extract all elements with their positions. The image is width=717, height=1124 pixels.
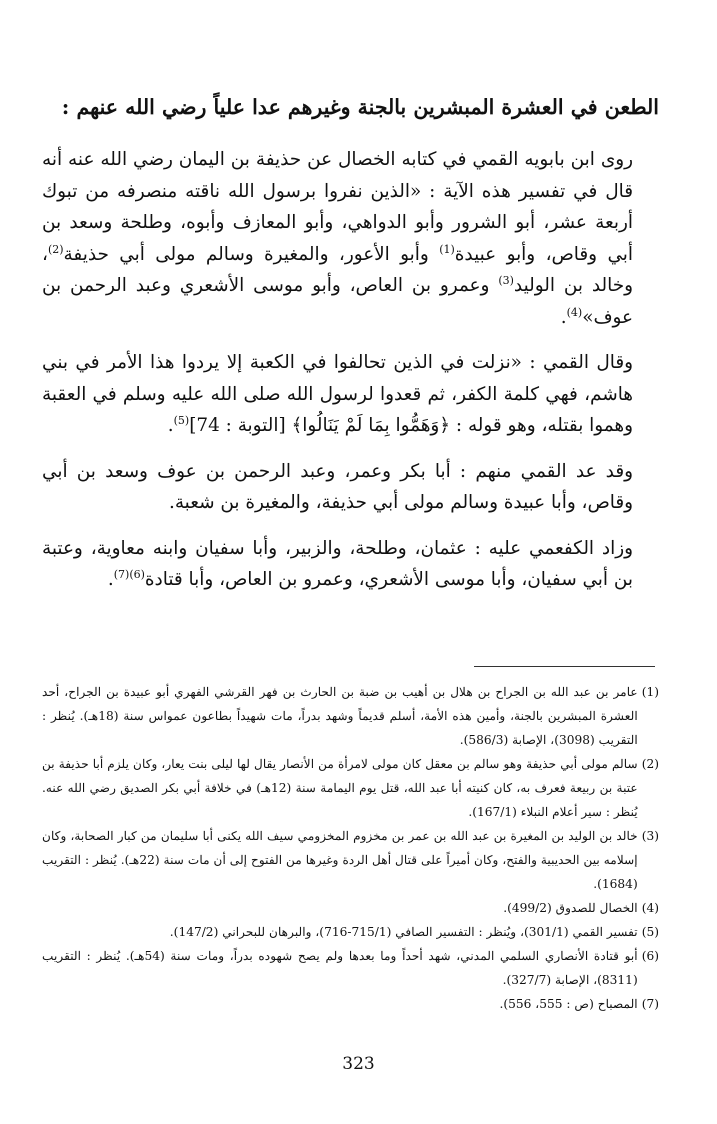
footnote-text: خالد بن الوليد بن المغيرة بن عبد الله بن عمر بن مخزوم المخزومي سيف الله يكنى أبا سليمان من كبار الصحابة، وكان إسلامه بين الحديبية والفتح، وكان أميراً على قتال أهل الردة وغيرها من الفتوح إلى أن مات سنة (22هـ). يُنظر : التقريب (1684). <box>42 829 638 891</box>
paragraph-text: روى ابن بابويه القمي في كتابه الخصال عن حذيفة بن اليمان رضي الله عنه أنه قال في تفسير هذه الآية : «الذين نفروا برسول الله ناقته منصرفه من تبوك أربعة عشر، أبو الشرور وأبو الدواهي، وأبو المعازف وأبوه، وطلحة وسعد بن أبي وقاص، وأبو عبيدة <box>42 149 633 265</box>
paragraph-text: . <box>107 569 114 590</box>
footnote-ref-5[interactable]: (5) <box>173 413 190 427</box>
footnote-3 <box>42 824 659 896</box>
footnote-separator <box>474 666 655 667</box>
footnote-number: (5) <box>641 925 659 939</box>
footnote-number: (4) <box>641 901 659 915</box>
footnote-6 <box>42 944 659 992</box>
footnote-ref-2[interactable]: (2) <box>47 242 64 256</box>
footnote-ref-4[interactable]: (4) <box>566 305 583 319</box>
paragraph-text: وقال القمي : «نزلت في الذين تحالفوا في الكعبة إلا يردوا هذا الأمر في بني هاشم، فهي كلمة الكفر، ثم قعدوا لرسول الله صلى الله عليه وسلم في العقبة وهموا بقتله، وهو قوله : ﴿وَهَمُّوا بِمَا لَمْ يَنَالُوا﴾ [التوبة : 74] <box>42 352 633 436</box>
footnotes <box>42 680 659 1016</box>
footnote-ref-6-7[interactable]: (6)(7) <box>113 567 145 581</box>
paragraph-text: . <box>167 415 174 436</box>
footnote-text: الخصال للصدوق (499/2). <box>503 901 638 915</box>
footnote-ref-3[interactable]: (3) <box>498 273 514 287</box>
footnote-text: المصباح (ص : 555، 556). <box>499 997 638 1011</box>
footnote-1 <box>42 680 659 752</box>
paragraph-text: ، وخالد بن الوليد <box>42 243 633 296</box>
paragraph-3 <box>42 456 659 519</box>
footnote-4 <box>42 896 659 920</box>
paragraph-text: وعمرو بن العاص، وأبو موسى الأشعري وعبد الرحمن بن عوف» <box>42 275 633 328</box>
paragraph-4 <box>42 533 659 596</box>
footnote-text: عامر بن عبد الله بن الجراح بن هلال بن أهيب بن ضبة بن الحارث بن فهر القرشي الفهري أبو عبيدة بن الجراح، أحد العشرة المبشرين بالجنة، وأمين هذه الأمة، أسلم قديماً وشهد بدراً، مات شهيداً بطاعون عمواس سنة (18هـ). يُنظر : التقريب (3098)، الإصابة (586/3). <box>42 685 638 747</box>
footnote-number: (1) <box>641 685 659 699</box>
paragraph-text: . <box>560 306 567 328</box>
footnote-5 <box>42 920 659 944</box>
paragraph-2 <box>42 347 659 442</box>
footnote-text: أبو قتادة الأنصاري السلمي المدني، شهد أحداً وما بعدها ولم يصح شهوده بدراً، ومات سنة (54هـ). يُنظر : التقريب (8311)، الإصابة (327/7). <box>42 949 638 987</box>
footnote-ref-1[interactable]: (1) <box>439 242 455 256</box>
footnote-7 <box>42 992 659 1016</box>
paragraph-1 <box>42 144 659 333</box>
paragraph-text: وزاد الكفعمي عليه : عثمان، وطلحة، والزبير، وأبا سفيان وابنه معاوية، وعتبة بن أبي سفيان، وأبا موسى الأشعري، وعمرو بن العاص، وأبا قتادة <box>42 537 633 590</box>
footnote-number: (3) <box>641 829 659 843</box>
footnote-text: تفسير القمي (301/1)، ويُنظر : التفسير الصافي (715/1-716)، والبرهان للبحراني (147/2). <box>169 925 638 939</box>
footnote-number: (7) <box>641 997 659 1011</box>
footnote-number: (6) <box>641 949 659 963</box>
paragraph-text: وأبو الأعور، والمغيرة وسالم مولى أبي حذيفة <box>63 243 440 265</box>
section-heading: الطعن في العشرة المبشرين بالجنة وغيرهم عدا علياً رضي الله عنهم : <box>61 95 659 119</box>
paragraph-text: وقد عد القمي منهم : أبا بكر وعمر، وعبد الرحمن بن عوف وسعد بن أبي وقاص، وأبا عبيدة وسالم مولى أبي حذيفة، والمغيرة بن شعبة. <box>42 460 633 513</box>
footnote-number: (2) <box>641 757 659 771</box>
footnote-2 <box>42 752 659 824</box>
page-number: 323 <box>342 1054 375 1074</box>
footnote-text: سالم مولى أبي حذيفة وهو سالم بن معقل كان مولى لامرأة من الأنصار يقال لها ليلى بنت يعار، وكان يلزم أبا حذيفة بن عتبة بن ربيعة فعرف به، كان كنيته أبا عبد الله، قتل يوم اليمامة سنة (12هـ) في خلافة أبي بكر الصديق رضي الله عنه. يُنظر : سير أعلام النبلاء (167/1). <box>42 757 638 819</box>
